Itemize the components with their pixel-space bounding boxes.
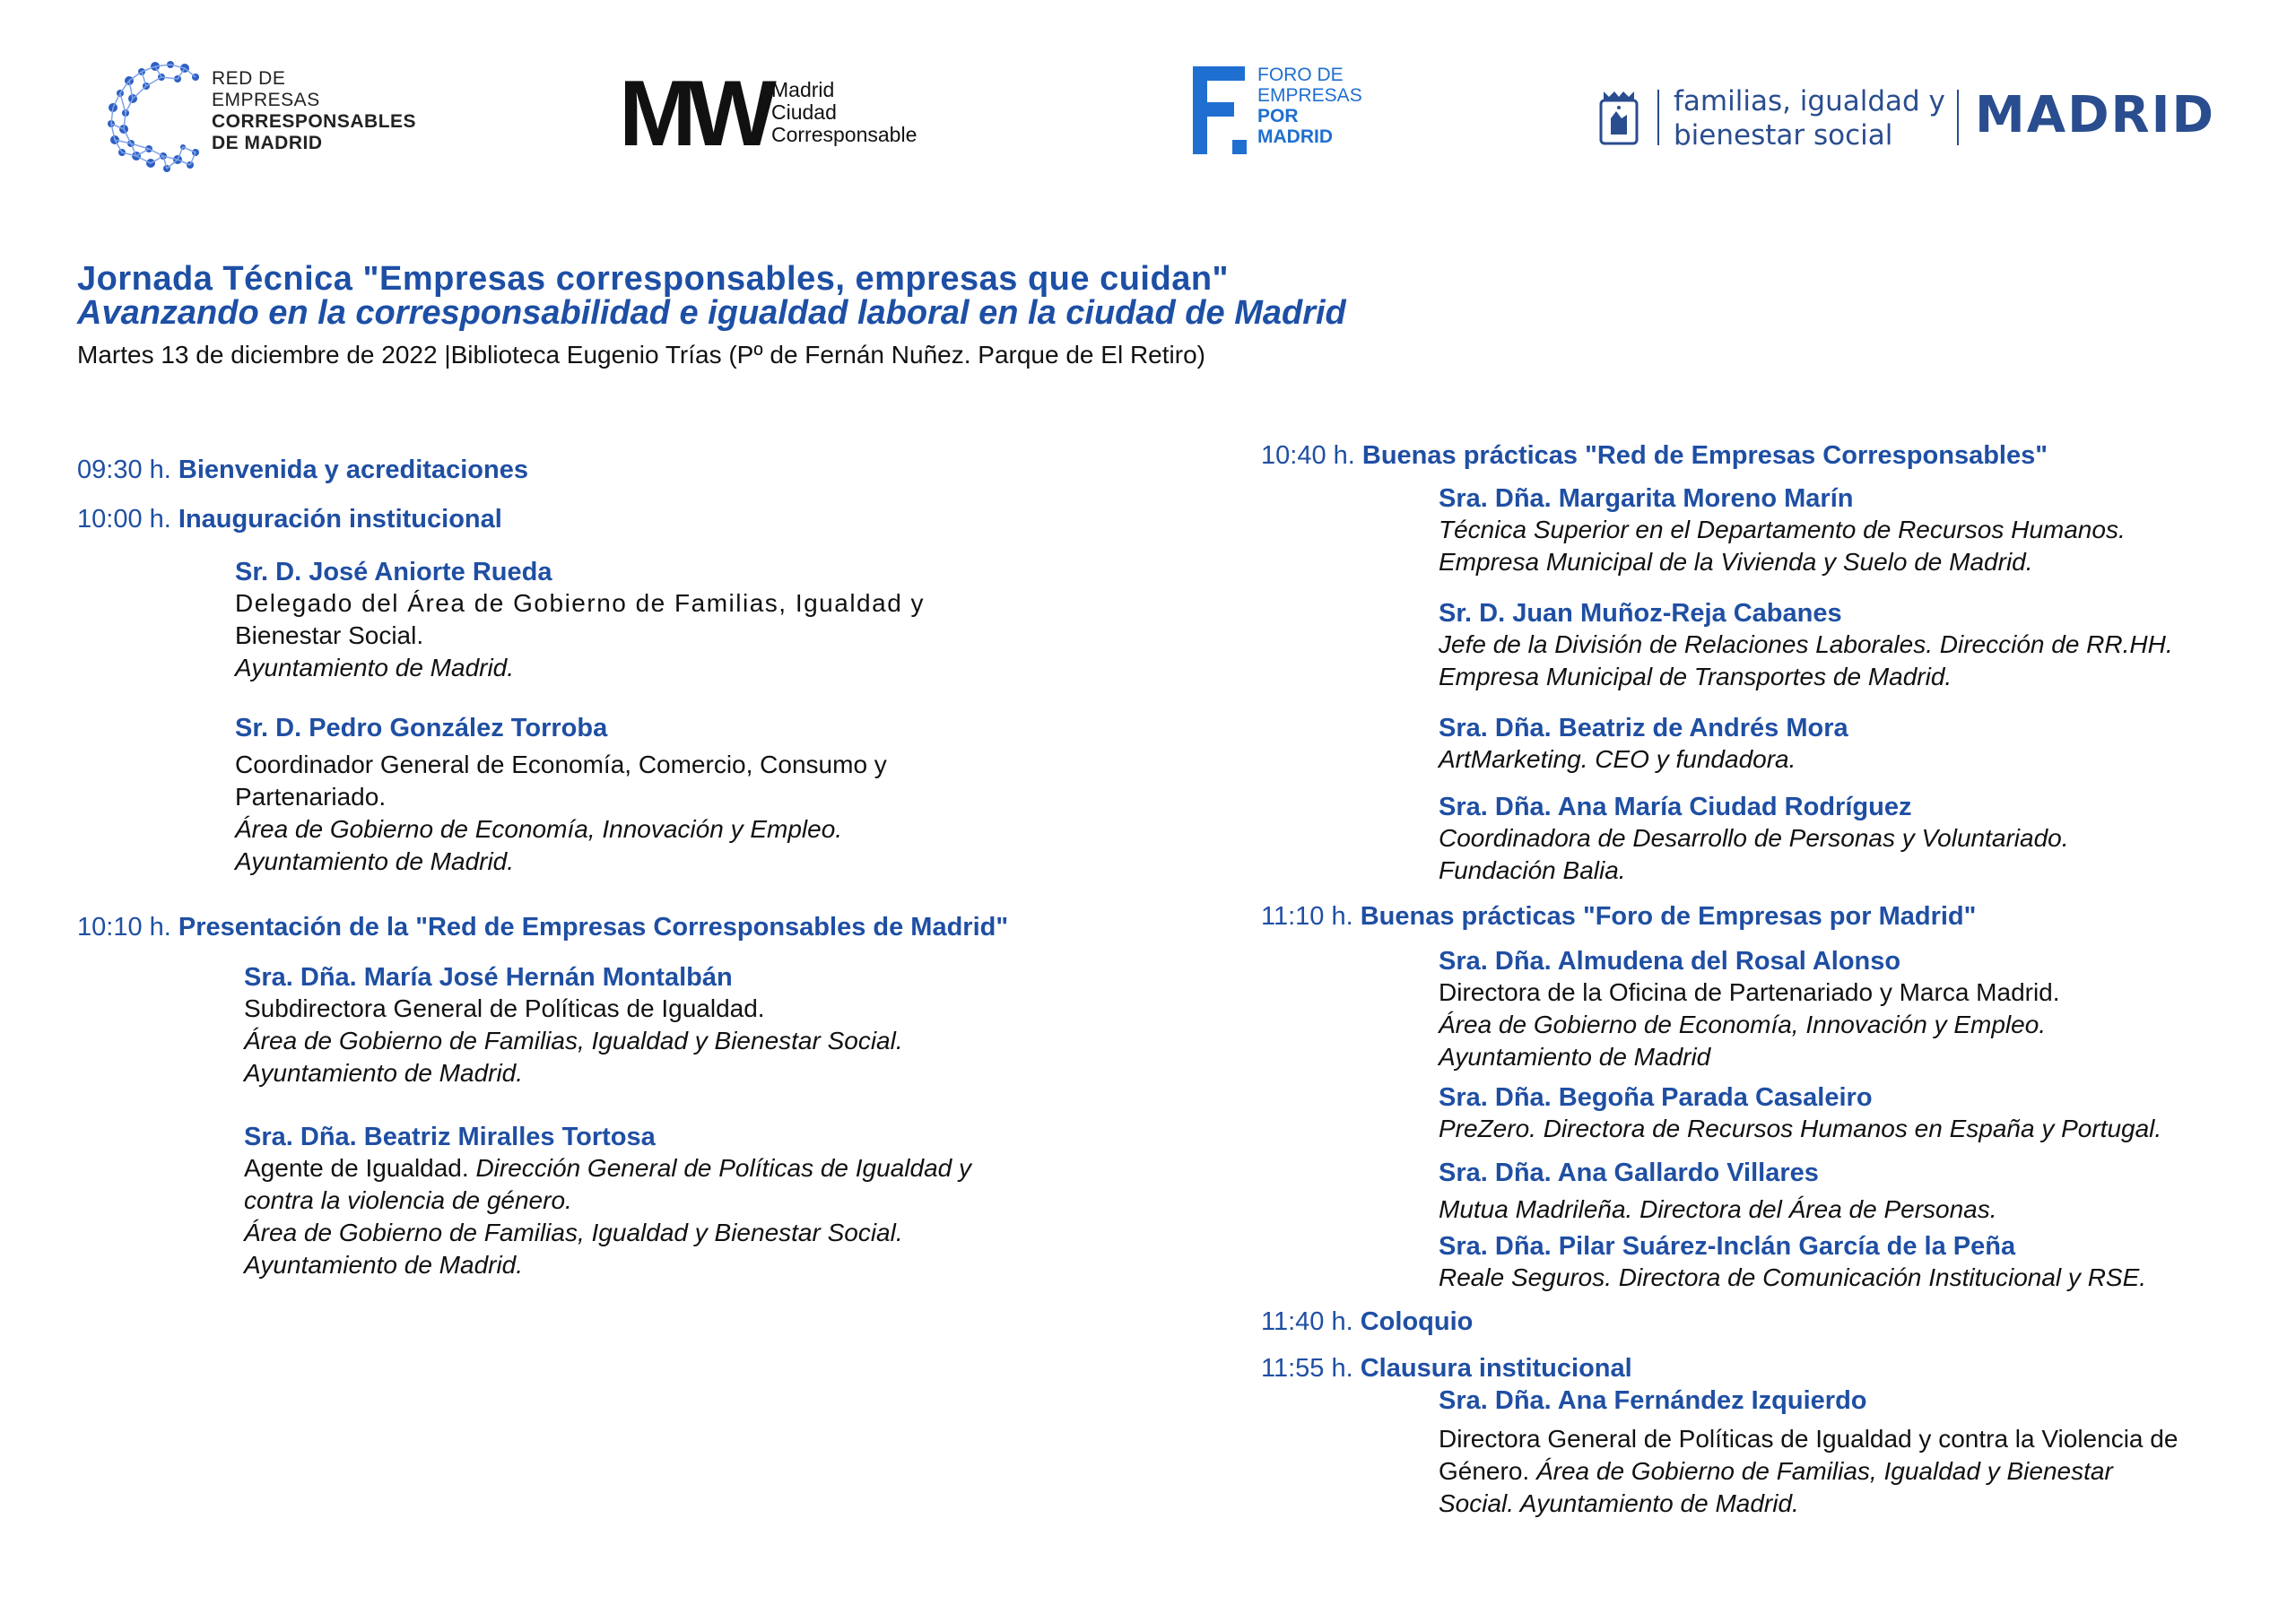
speaker-organization: Ayuntamiento de Madrid.	[244, 1251, 524, 1279]
network-dots-icon	[106, 59, 204, 176]
agenda-time: 10:10 h.	[77, 913, 171, 942]
madrid-logo-name: MADRID	[1975, 86, 2215, 144]
speaker-role-cont: Partenariado.	[235, 783, 387, 811]
speaker-block	[1439, 1386, 2178, 1520]
agenda-title: Clausura institucional	[1360, 1354, 1632, 1383]
speaker-organization: ArtMarketing. CEO y fundadora.	[1439, 745, 1796, 773]
logo-red-line2: EMPRESAS	[212, 90, 320, 110]
speaker-role-b: Dirección General de Políticas de Igualdad y	[475, 1154, 971, 1182]
speaker-area: Área de Gobierno de Familias, Igualdad y Bienestar	[1535, 1457, 2113, 1485]
speaker-area: Área de Gobierno de Economía, Innovación y Empleo.	[235, 815, 843, 843]
speaker-role-end: Género.	[1439, 1457, 1530, 1485]
madrid-logo-line1: familias, igualdad y	[1674, 85, 1945, 117]
logo-madrid-ciudad-corresponsable	[619, 62, 960, 166]
speaker-role: Jefe de la División de Relaciones Laborales. Dirección de RR.HH.	[1439, 630, 2173, 658]
speaker-name: Sra. Dña. Begoña Parada Casaleiro	[1439, 1083, 1873, 1112]
madrid-coat-of-arms-icon	[1598, 90, 1639, 147]
logo-foro-empresas	[1193, 65, 1390, 163]
speaker-organization: PreZero. Directora de Recursos Humanos en España y Portugal.	[1439, 1115, 2162, 1142]
speaker-name: Sra. Dña. Almudena del Rosal Alonso	[1439, 947, 1901, 976]
speaker-role	[244, 1152, 971, 1185]
speaker-block	[1439, 599, 2173, 693]
mw-mark: MW	[619, 62, 769, 166]
speaker-name: Sra. Dña. Beatriz Miralles Tortosa	[244, 1123, 656, 1151]
speaker-block	[1439, 714, 1848, 776]
page-title: Jornada Técnica "Empresas corresponsables, empresas que cuidan"	[77, 260, 1230, 298]
agenda-title: Inauguración institucional	[178, 505, 502, 534]
speaker-organization: Empresa Municipal de la Vivienda y Suelo de Madrid.	[1439, 548, 2033, 576]
agenda-title: Bienvenida y acreditaciones	[178, 456, 528, 484]
speaker-organization: Reale Seguros. Directora de Comunicación Institucional y RSE.	[1439, 1263, 2147, 1291]
speaker-block	[1439, 947, 2060, 1073]
foro-line2: EMPRESAS	[1257, 85, 1362, 106]
page-subtitle: Avanzando en la corresponsabilidad e igualdad laboral en la ciudad de Madrid	[77, 294, 1346, 332]
mcc-line2: Ciudad	[771, 100, 837, 124]
speaker-organization: Mutua Madrileña. Directora del Área de Personas.	[1439, 1195, 1997, 1223]
agenda-item-1000	[77, 505, 502, 534]
speaker-organization: Ayuntamiento de Madrid.	[244, 1059, 524, 1087]
speaker-block	[1439, 1083, 2161, 1145]
agenda-item-1140	[1261, 1307, 1473, 1337]
agenda-item-0930	[77, 456, 528, 485]
speaker-role-cont	[1439, 1455, 2178, 1488]
speaker-area: Área de Gobierno de Familias, Igualdad y Bienestar Social.	[244, 1027, 903, 1055]
foro-line4: MADRID	[1257, 126, 1333, 147]
speaker-name: Sra. Dña. Ana Fernández Izquierdo	[1439, 1386, 1867, 1415]
agenda-time: 11:40 h.	[1261, 1307, 1353, 1336]
logo-red-line1: RED DE	[212, 68, 286, 89]
agenda-item-1110	[1261, 902, 1976, 932]
agenda-title: Presentación de la "Red de Empresas Corresponsables de Madrid"	[178, 913, 1009, 942]
mcc-line3: Corresponsable	[771, 123, 918, 146]
speaker-role-a: Agente de Igualdad.	[244, 1154, 469, 1182]
speaker-name: Sra. Dña. Ana Gallardo Villares	[1439, 1159, 1819, 1187]
mcc-line1: Madrid	[771, 78, 835, 101]
speaker-name: Sra. Dña. Beatriz de Andrés Mora	[1439, 714, 1848, 742]
agenda-time: 10:40 h.	[1261, 441, 1355, 470]
speaker-block	[244, 963, 903, 1089]
speaker-role: Directora General de Políticas de Igualdad y contra la Violencia de	[1439, 1425, 2179, 1453]
agenda-time: 09:30 h.	[77, 456, 171, 484]
speaker-name: Sra. Dña. Pilar Suárez-Inclán García de la Peña	[1439, 1232, 2016, 1261]
foro-f-icon	[1193, 66, 1247, 154]
speaker-organization: Empresa Municipal de Transportes de Madrid.	[1439, 663, 1952, 690]
speaker-name: Sr. D. Pedro González Torroba	[235, 714, 608, 742]
speaker-role: Coordinador General de Economía, Comercio, Consumo y	[235, 751, 887, 778]
speaker-organization: Ayuntamiento de Madrid	[1439, 1043, 1711, 1071]
speaker-block	[235, 558, 925, 684]
speaker-name: Sr. D. José Aniorte Rueda	[235, 558, 552, 586]
foro-line1: FORO DE	[1257, 65, 1344, 85]
logo-red-empresas	[106, 59, 429, 176]
agenda-title: Buenas prácticas "Foro de Empresas por Madrid"	[1360, 902, 1977, 931]
speaker-role-cont: contra la violencia de género.	[244, 1186, 572, 1214]
speaker-role-cont: Bienestar Social.	[235, 621, 424, 649]
logo-ayuntamiento-madrid	[1598, 84, 2226, 156]
madrid-logo-line2: bienestar social	[1674, 119, 1893, 152]
speaker-block	[1439, 1159, 1997, 1226]
agenda-time: 10:00 h.	[77, 505, 171, 534]
speaker-block	[1439, 793, 2069, 887]
agenda-title: Buenas prácticas "Red de Empresas Corresponsables"	[1361, 441, 2048, 470]
speaker-area: Área de Gobierno de Familias, Igualdad y Bienestar Social.	[244, 1219, 903, 1246]
speaker-organization: Ayuntamiento de Madrid.	[235, 654, 515, 681]
speaker-name: Sra. Dña. Margarita Moreno Marín	[1439, 484, 1854, 513]
speaker-area: Área de Gobierno de Economía, Innovación y Empleo.	[1439, 1011, 2047, 1038]
speaker-block	[1439, 484, 2126, 578]
agenda-item-1155	[1261, 1354, 1632, 1384]
speaker-organization: Fundación Balia.	[1439, 856, 1626, 884]
speaker-name: Sra. Dña. Ana María Ciudad Rodríguez	[1439, 793, 1912, 821]
logo-red-line3: CORRESPONSABLES	[212, 111, 417, 132]
speaker-organization: Social. Ayuntamiento de Madrid.	[1439, 1489, 1799, 1517]
speaker-role: Coordinadora de Desarrollo de Personas y Voluntariado.	[1439, 824, 2069, 852]
speaker-name: Sra. Dña. María José Hernán Montalbán	[244, 963, 733, 992]
speaker-role: Técnica Superior en el Departamento de Recursos Humanos.	[1439, 516, 2126, 543]
speaker-role: Directora de la Oficina de Partenariado y Marca Madrid.	[1439, 978, 2060, 1006]
logo-red-line4: DE MADRID	[212, 133, 323, 153]
agenda-time: 11:10 h.	[1261, 902, 1353, 931]
speaker-block	[235, 714, 887, 878]
agenda-time: 11:55 h.	[1261, 1354, 1353, 1383]
speaker-organization: Ayuntamiento de Madrid.	[235, 847, 515, 875]
speaker-name: Sr. D. Juan Muñoz-Reja Cabanes	[1439, 599, 1842, 628]
agenda-title: Coloquio	[1360, 1307, 1474, 1336]
date-place: Martes 13 de diciembre de 2022 |Biblioteca Eugenio Trías (Pº de Fernán Nuñez. Parque de El Retiro)	[77, 341, 1205, 369]
foro-line3: POR	[1257, 106, 1299, 126]
speaker-block	[244, 1123, 971, 1281]
speaker-role: Delegado del Área de Gobierno de Familias, Igualdad y	[235, 589, 926, 617]
agenda-item-1010	[77, 913, 1008, 942]
speaker-block	[1439, 1232, 2146, 1294]
agenda-item-1040	[1261, 441, 2048, 471]
speaker-role: Subdirectora General de Políticas de Igualdad.	[244, 994, 765, 1022]
